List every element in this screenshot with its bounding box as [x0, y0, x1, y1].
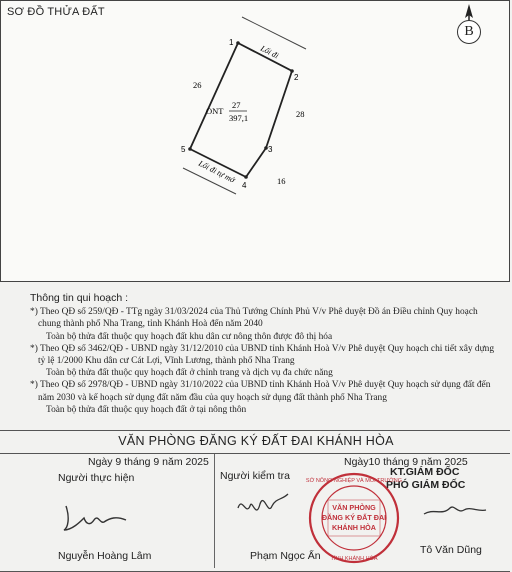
planning-line: *) Theo QĐ số 2978/QĐ - UBND ngày 31/10/2022 của UBND tỉnh Khánh Hoà V/v Phê duyệt Quy hoạch sử dụng đất đến: [30, 380, 491, 391]
date-right: Ngày10 tháng 9 năm 2025: [344, 456, 468, 468]
road-bottom-label: Lối đi tự mở: [197, 158, 237, 185]
road-top-edge: [242, 17, 306, 49]
neighbor-right-label: 28: [296, 109, 305, 119]
date-left: Ngày 9 tháng 9 năm 2025: [88, 456, 209, 468]
checker-name: Phạm Ngọc Ẩn: [250, 550, 321, 562]
checker-signature: [234, 486, 294, 530]
svg-text:SỞ NÔNG NGHIỆP VÀ MÔI TRƯỜNG: SỞ NÔNG NGHIỆP VÀ MÔI TRƯỜNG: [305, 478, 403, 484]
planning-line: năm 2030 và kế hoạch sử dụng đất năm đầu của quy hoạch sử dụng đất thành phố Nha Trang: [38, 392, 387, 403]
vertex-label: 4: [242, 181, 247, 190]
planning-line: *) Theo QĐ số 3462/QĐ - UBND ngày 31/12/2010 của UBND tỉnh Khánh Hoà V/v Phê duyệt Quy hoạch chi tiết xây dựng: [30, 343, 495, 354]
vertex-label: 5: [181, 145, 186, 154]
svg-text:TỈNH KHÁNH HÒA: TỈNH KHÁNH HÒA: [330, 556, 378, 562]
performer-label: Người thực hiện: [58, 472, 135, 484]
parcel-area: 397,1: [229, 113, 249, 123]
performer-name: Nguyễn Hoàng Lâm: [58, 550, 152, 562]
director-label: KT.GIÁM ĐỐC: [390, 466, 460, 478]
planning-line: chung thành phố Nha Trang, tỉnh Khánh Hoà đến năm 2040: [38, 319, 263, 330]
director-signature: [420, 500, 490, 522]
planning-line: *) Theo QĐ số 259/QĐ - TTg ngày 31/03/2024 của Thủ Tướng Chính Phủ V/v Phê duyệt Đồ án Điều chỉnh Quy hoạch: [30, 307, 478, 318]
parcel-code: ONT: [206, 106, 224, 116]
north-indicator: [457, 20, 481, 44]
svg-text:KHÁNH HÒA: KHÁNH HÒA: [332, 523, 376, 532]
vertex-marker: [244, 175, 248, 179]
planning-info: [0, 292, 508, 416]
parcel-number: 27: [232, 100, 241, 110]
performer-signature: [60, 500, 140, 536]
deputy-label: PHÓ GIÁM ĐỐC: [386, 479, 466, 491]
neighbor-left-label: 26: [193, 80, 202, 90]
diagram-heading: SƠ ĐỒ THỬA ĐẤT: [7, 6, 105, 18]
north-letter: B: [464, 24, 474, 39]
planning-line: Toàn bộ thửa đất thuộc quy hoạch đất ở tại nông thôn: [46, 404, 247, 415]
vertex-label: 2: [294, 73, 299, 82]
planning-line: Toàn bộ thửa đất thuộc quy hoạch đất khu dân cư nông thôn được đô thị hóa: [46, 331, 333, 342]
vertex-marker: [236, 41, 240, 45]
vertex-label: 1: [229, 38, 234, 47]
svg-text:VĂN PHÒNG: VĂN PHÒNG: [332, 503, 376, 512]
checker-label: Người kiểm tra: [220, 470, 290, 482]
planning-line: tỷ lệ 1/2000 Khu dân cư Cát Lợi, Vĩnh Lương, thành phố Nha Trang: [38, 356, 295, 367]
director-name: Tô Văn Dũng: [420, 544, 482, 556]
planning-line: Toàn bộ thửa đất thuộc quy hoạch đất ở chỉnh trang và dịch vụ đa chức năng: [46, 368, 333, 379]
vertex-marker: [188, 147, 192, 151]
neighbor-bottom-right-label: 16: [277, 176, 286, 186]
road-top-label: Lối đi: [259, 43, 281, 61]
vertex-label: 3: [268, 145, 273, 154]
svg-text:ĐĂNG KÝ ĐẤT ĐAI: ĐĂNG KÝ ĐẤT ĐAI: [321, 513, 387, 522]
office-title: VĂN PHÒNG ĐĂNG KÝ ĐẤT ĐAI KHÁNH HÒA: [118, 434, 394, 448]
planning-title: Thông tin qui hoạch :: [30, 292, 129, 304]
